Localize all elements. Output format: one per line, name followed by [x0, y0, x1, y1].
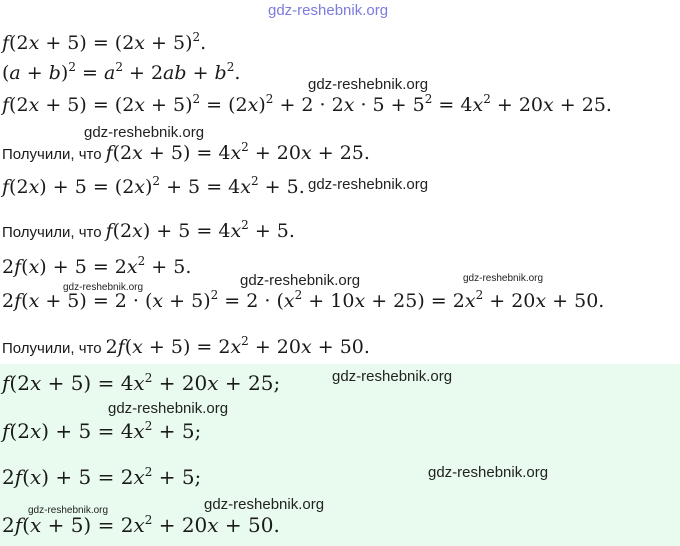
equation-line: Получили, что $f(2x) + 5 = 4x^2 + 5$. — [2, 218, 295, 242]
watermark: gdz-reshebnik.org — [204, 496, 325, 513]
watermark: gdz-reshebnik.org — [240, 272, 361, 289]
watermark: gdz-reshebnik.org — [428, 464, 549, 481]
watermark-top: gdz-reshebnik.org — [268, 2, 389, 19]
answer-line: $2f(x) + 5 = 2x^2 + 5$; — [2, 465, 202, 489]
answer-line: $f(2x) + 5 = 4x^2 + 5$; — [2, 419, 202, 443]
equation-line: $f(2x + 5) = (2x + 5)^2$. — [2, 30, 207, 54]
equation-line: $f(2x) + 5 = (2x)^2 + 5 = 4x^2 + 5$. — [2, 174, 305, 198]
conclusion-prefix: Получили, что — [2, 146, 102, 163]
answer-line: $f(2x + 5) = 4x^2 + 20x + 25$; — [2, 371, 281, 395]
conclusion-prefix: Получили, что — [2, 224, 102, 241]
watermark: gdz-reshebnik.org — [308, 76, 429, 93]
equation-line: Получили, что $2f(x + 5) = 2x^2 + 20x + 50$. — [2, 334, 370, 358]
equation-line: $2f(x) + 5 = 2x^2 + 5$. — [2, 254, 192, 278]
watermark: gdz-reshebnik.org — [63, 282, 144, 293]
watermark: gdz-reshebnik.org — [463, 273, 544, 284]
watermark: gdz-reshebnik.org — [308, 176, 429, 193]
watermark: gdz-reshebnik.org — [28, 505, 109, 516]
watermark: gdz-reshebnik.org — [108, 400, 229, 417]
equation-line: $(a + b)^2 = a^2 + 2ab + b^2$. — [2, 60, 241, 84]
answer-line: $2f(x + 5) = 2x^2 + 20x + 50$. — [2, 513, 280, 537]
watermark: gdz-reshebnik.org — [84, 124, 205, 141]
equation-line: $2f(x + 5) = 2 \cdot (x + 5)^2 = 2 \cdot (x^2 + 10x + 25) = 2x^2 + 20x + 50$. — [2, 288, 605, 312]
equation-line: Получили, что $f(2x + 5) = 4x^2 + 20x + 25$. — [2, 140, 370, 164]
conclusion-prefix: Получили, что — [2, 340, 102, 357]
watermark: gdz-reshebnik.org — [332, 368, 453, 385]
equation-line: $f(2x + 5) = (2x + 5)^2 = (2x)^2 + 2 \cdot 2x \cdot 5 + 5^2 = 4x^2 + 20x + 25$. — [2, 92, 612, 116]
